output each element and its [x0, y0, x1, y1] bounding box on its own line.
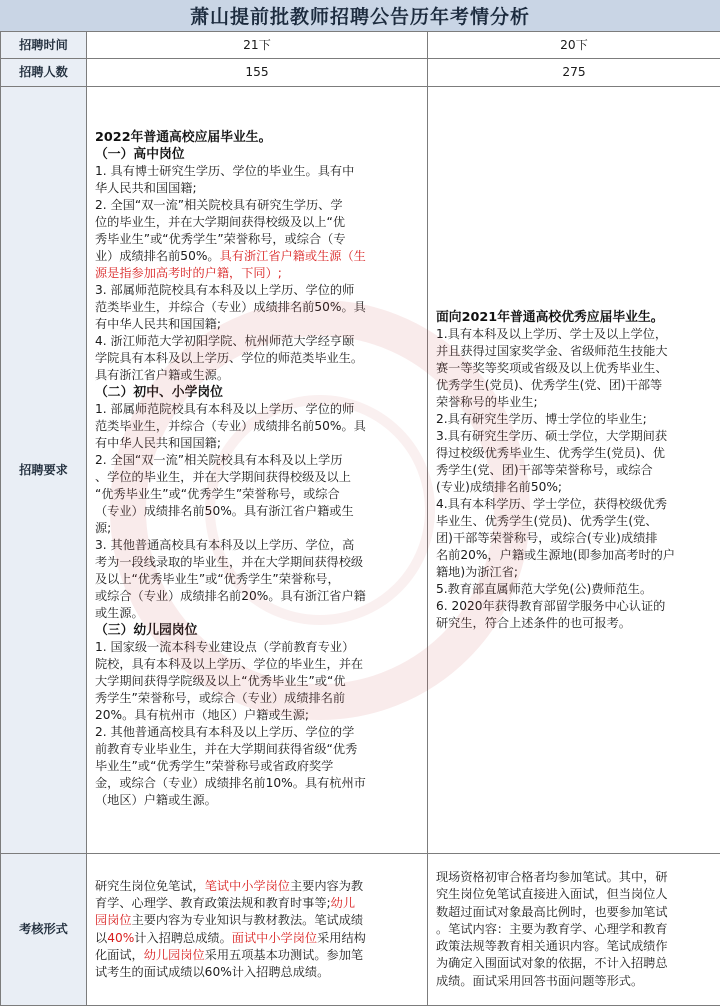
text-line: 2. 全国“双一流”相关院校具有本科及以上学历 — [95, 452, 421, 469]
text-line: 秀毕业生”或“优秀学生”荣誉称号，或综合（专 — [95, 231, 421, 248]
text-line: 1. 国家级一流本科专业建设点（学前教育专业） — [95, 639, 421, 656]
text-line: 范类毕业生，并综合（专业）成绩排名前50%。具 — [95, 418, 421, 435]
highlighted-text: 面试中小学岗位 — [232, 931, 317, 945]
table-row-requirements — [1, 87, 720, 854]
section-heading: （二）初中、小学岗位 — [95, 384, 421, 401]
section-heading: （三）幼儿园岗位 — [95, 622, 421, 639]
text-line: 有中华人民共和国国籍; — [95, 435, 421, 452]
requirements-20-cell — [428, 87, 720, 854]
exam-analysis-table — [0, 31, 720, 1006]
text-line: 研究生，符合上述条件的也可报考。 — [436, 615, 714, 632]
text-line: 学院具有本科及以上学历、学位的师范类毕业生。 — [95, 350, 421, 367]
highlighted-text: 具有浙江省户籍或生源（生 — [220, 249, 366, 263]
text-segment: 主要内容为专业知识与教材教法。笔试成绩 — [132, 913, 364, 927]
section-heading: 2022年普通高校应届毕业生。 — [95, 129, 421, 146]
highlighted-text: 幼儿 — [331, 896, 355, 910]
count-20: 275 — [428, 59, 720, 87]
text-line: 大学期间获得学院级及以上“优秀毕业生”或“优 — [95, 673, 421, 690]
text-line: 籍地)为浙江省; — [436, 564, 714, 581]
text-line — [95, 912, 421, 929]
exam-20-text — [428, 869, 720, 989]
text-line: 现场资格初审合格者均参加笔试。其中，研 — [436, 869, 714, 886]
requirements-21-cell — [87, 87, 428, 854]
text-line: 1. 部属师范院校具有本科及以上学历、学位的师 — [95, 401, 421, 418]
highlighted-text: 笔试中小学岗位 — [205, 879, 290, 893]
label-recruit-time: 招聘时间 — [1, 32, 87, 59]
text-line: “优秀毕业生”或“优秀学生”荣誉称号，或综合 — [95, 486, 421, 503]
text-line: 源是指参加高考时的户籍，下同）; — [95, 265, 421, 282]
text-line: 有中华人民共和国国籍; — [95, 316, 421, 333]
text-line: 为确定入围面试对象的依据，不计入招聘总 — [436, 955, 714, 972]
text-line: 及以上“优秀毕业生”或“优秀学生”荣誉称号， — [95, 571, 421, 588]
highlighted-text: 幼儿园岗位 — [144, 948, 205, 962]
year-20: 20下 — [428, 32, 720, 59]
text-line: 2. 其他普通高校具有本科及以上学历、学位的学 — [95, 724, 421, 741]
requirements-21-text — [87, 129, 427, 809]
text-line — [95, 947, 421, 964]
text-line: 金，或综合（专业）成绩排名前10%。具有杭州市 — [95, 775, 421, 792]
text-line: 优秀学生(党员)、优秀学生(党、团)干部等 — [436, 377, 714, 394]
text-line — [95, 878, 421, 895]
text-line — [95, 895, 421, 912]
text-line: 华人民共和国国籍; — [95, 180, 421, 197]
text-line: (专业)成绩排名前50%; — [436, 479, 714, 496]
count-21: 155 — [87, 59, 428, 87]
label-exam-format: 考核形式 — [1, 854, 87, 1006]
text-line: 1. 具有博士研究生学历、学位的毕业生。具有中 — [95, 163, 421, 180]
text-line — [95, 930, 421, 947]
text-line: 3. 其他普通高校具有本科及以上学历、学位，高 — [95, 537, 421, 554]
section-heading: （一）高中岗位 — [95, 146, 421, 163]
text-line: 毕业生、优秀学生(党员)、优秀学生(党、 — [436, 513, 714, 530]
text-line: 范类毕业生，并综合（专业）成绩排名前50%。具 — [95, 299, 421, 316]
text-line: 6. 2020年获得教育部留学服务中心认证的 — [436, 598, 714, 615]
text-line: 2.具有研究生学历、博士学位的毕业生; — [436, 411, 714, 428]
text-line: 3. 部属师范院校具有本科及以上学历、学位的师 — [95, 282, 421, 299]
text-line: 团)干部等荣誉称号，或综合(专业)成绩排 — [436, 530, 714, 547]
text-line — [95, 248, 421, 265]
text-line: 位的毕业生，并在大学期间获得校级及以上“优 — [95, 214, 421, 231]
text-line: 考为一段线录取的毕业生，并在大学期间获得校级 — [95, 554, 421, 571]
text-line: 20%。具有杭州市（地区）户籍或生源; — [95, 707, 421, 724]
text-line: 秀学生(党、团)干部等荣誉称号，或综合 — [436, 462, 714, 479]
text-line: 政策法规等教育相关通识内容。笔试成绩作 — [436, 938, 714, 955]
text-segment: 采用结构 — [317, 931, 366, 945]
table-row-count — [1, 59, 720, 87]
text-line: 或综合（专业）成绩排名前20%。具有浙江省户籍 — [95, 588, 421, 605]
text-line: 2. 全国“双一流”相关院校具有研究生学历、学 — [95, 197, 421, 214]
exam-20-cell — [428, 854, 720, 1006]
text-line: 或生源。 — [95, 605, 421, 622]
text-segment: 研究生岗位免笔试， — [95, 879, 205, 893]
text-segment: 以 — [95, 931, 107, 945]
text-line: （地区）户籍或生源。 — [95, 792, 421, 809]
text-line: 。笔试内容：主要为教育学、心理学和教育 — [436, 921, 714, 938]
page-title: 萧山提前批教师招聘公告历年考情分析 — [0, 0, 720, 32]
exam-21-cell — [87, 854, 428, 1006]
table-row-exam — [1, 854, 720, 1006]
text-line: 试考生的面试成绩以60%计入招聘总成绩。 — [95, 964, 421, 981]
text-line: （专业）成绩排名前50%。具有浙江省户籍或生 — [95, 503, 421, 520]
text-segment: 计入招聘总成绩。 — [134, 931, 232, 945]
text-line: 、学位的毕业生，并在大学期间获得校级及以上 — [95, 469, 421, 486]
text-line: 得过校级优秀毕业生、优秀学生(党员)、优 — [436, 445, 714, 462]
exam-21-text — [87, 878, 427, 981]
text-line: 秀学生”荣誉称号，或综合（专业）成绩排名前 — [95, 690, 421, 707]
text-line: 成绩。面试采用回答书面问题等形式。 — [436, 973, 714, 990]
text-line: 名前20%，户籍或生源地(即参加高考时的户 — [436, 547, 714, 564]
text-segment: 化面试， — [95, 948, 144, 962]
text-line: 具有浙江省户籍或生源。 — [95, 367, 421, 384]
text-line: 源; — [95, 520, 421, 537]
text-segment: 业）成绩排名前50%。 — [95, 249, 220, 263]
text-line: 数超过面试对象最高比例时，也要参加笔试 — [436, 904, 714, 921]
text-segment: 主要内容为教 — [290, 879, 363, 893]
label-recruit-count: 招聘人数 — [1, 59, 87, 87]
text-line: 3.具有研究生学历、硕士学位，大学期间获 — [436, 428, 714, 445]
text-line: 并且获得过国家奖学金、省级师范生技能大 — [436, 343, 714, 360]
label-requirements: 招聘要求 — [1, 87, 87, 854]
year-21: 21下 — [87, 32, 428, 59]
text-segment: 育学、心理学、教育政策法规和教育时事等; — [95, 896, 331, 910]
text-line: 4. 浙江师范大学初阳学院、杭州师范大学经亨颐 — [95, 333, 421, 350]
text-line: 究生岗位免笔试直接进入面试，但当岗位人 — [436, 886, 714, 903]
text-line: 前教育专业毕业生，并在大学期间获得省级“优秀 — [95, 741, 421, 758]
table-row-time — [1, 32, 720, 59]
text-line: 4.具有本科学历、学士学位，获得校级优秀 — [436, 496, 714, 513]
text-line: 荣誉称号的毕业生; — [436, 394, 714, 411]
text-line: 赛一等奖等奖项或省级及以上优秀毕业生、 — [436, 360, 714, 377]
text-line: 院校，具有本科及以上学历、学位的毕业生，并在 — [95, 656, 421, 673]
text-line: 1.具有本科及以上学历、学士及以上学位， — [436, 326, 714, 343]
text-segment: 采用五项基本功测试。参加笔 — [205, 948, 363, 962]
requirements-20-text — [428, 309, 720, 632]
highlighted-text: 40% — [107, 931, 134, 945]
text-line: 5.教育部直属师范大学免(公)费师范生。 — [436, 581, 714, 598]
text-line: 毕业生”或“优秀学生”荣誉称号或省政府奖学 — [95, 758, 421, 775]
highlighted-text: 园岗位 — [95, 913, 132, 927]
section-heading: 面向2021年普通高校优秀应届毕业生。 — [436, 309, 714, 326]
